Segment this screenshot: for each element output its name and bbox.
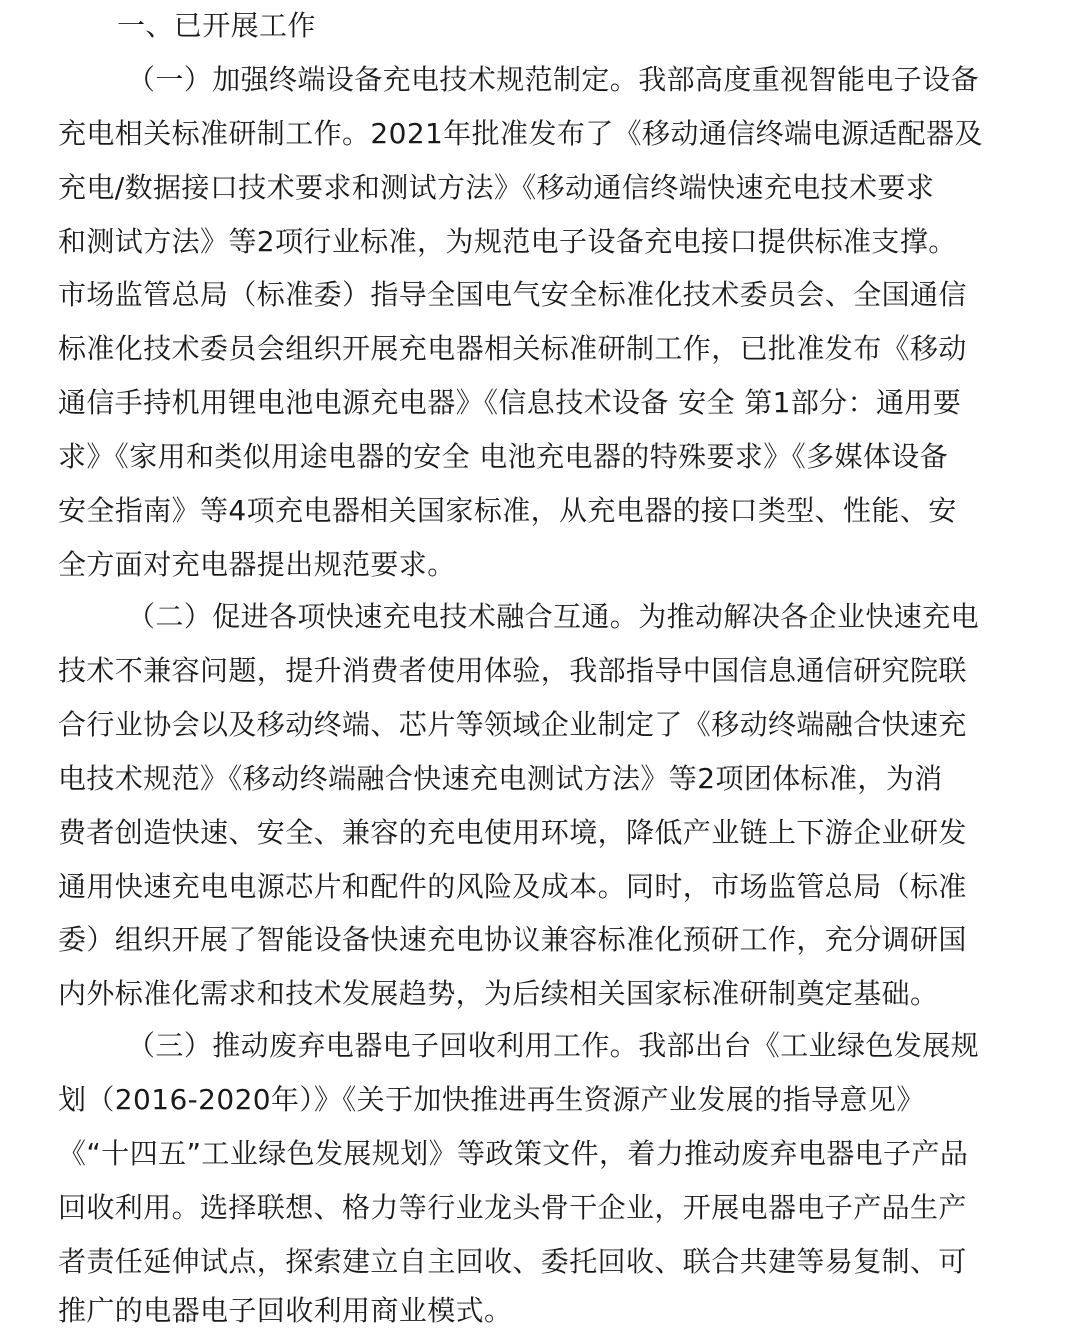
paragraph-3-line-5: 者责任延伸试点，探索建立自主回收、委托回收、联合共建等易复制、可 — [58, 1245, 967, 1278]
paragraph-1-line-8: 求》《家用和类似用途电器的安全 电池充电器的特殊要求》《多媒体设备 — [58, 440, 949, 473]
paragraph-2-line-7: 委）组织开展了智能设备快速充电协议兼容标准化预研工作，充分调研国 — [58, 923, 967, 956]
paragraph-2-line-6: 通用快速充电电源芯片和配件的风险及成本。同时，市场监管总局（标准 — [58, 870, 967, 903]
paragraph-2-line-4: 电技术规范》《移动终端融合快速充电测试方法》等2项团体标准，为消 — [58, 762, 943, 795]
paragraph-3-line-2: 划（2016-2020年）》《关于加快推进再生资源产业发展的指导意见》 — [58, 1083, 925, 1116]
paragraph-1-line-5: 市场监管总局（标准委）指导全国电气安全标准化技术委员会、全国通信 — [58, 278, 967, 311]
section-heading: 一、已开展工作 — [117, 9, 316, 42]
paragraph-1-line-4: 和测试方法》等2项行业标准，为规范电子设备充电接口提供标准支撑。 — [58, 225, 957, 258]
paragraph-3-line-4: 回收利用。选择联想、格力等行业龙头骨干企业，开展电器电子产品生产 — [58, 1191, 967, 1224]
paragraph-1-line-3: 充电/数据接口技术要求和测试方法》《移动通信终端快速充电技术要求 — [58, 171, 935, 204]
paragraph-1-line-2: 充电相关标准研制工作。2021年批准发布了《移动通信终端电源适配器及 — [58, 117, 983, 150]
paragraph-2-line-2: 技术不兼容问题，提升消费者使用体验，我部指导中国信息通信研究院联 — [58, 654, 967, 687]
paragraph-1-line-10: 全方面对充电器提出规范要求。 — [58, 548, 456, 581]
paragraph-2-line-3: 合行业协会以及移动终端、芯片等领域企业制定了《移动终端融合快速充 — [58, 708, 967, 741]
paragraph-2-line-1: （二）促进各项快速充电技术融合互通。为推动解决各企业快速充电 — [127, 600, 980, 633]
paragraph-3-line-6: 推广的电器电子回收利用商业模式。 — [58, 1294, 513, 1327]
paragraph-3-line-1: （三）推动废弃电器电子回收利用工作。我部出台《工业绿色发展规 — [127, 1029, 980, 1062]
paragraph-3-line-3: 《“十四五”工业绿色发展规划》等政策文件，着力推动废弃电器电子产品 — [58, 1137, 969, 1170]
paragraph-1-line-7: 通信手持机用锂电池电源充电器》《信息技术设备 安全 第1部分：通用要 — [58, 386, 962, 419]
paragraph-1-line-6: 标准化技术委员会组织开展充电器相关标准研制工作，已批准发布《移动 — [58, 332, 967, 365]
paragraph-2-line-5: 费者创造快速、安全、兼容的充电使用环境，降低产业链上下游企业研发 — [58, 816, 967, 849]
paragraph-1-line-9: 安全指南》等4项充电器相关国家标准，从充电器的接口类型、性能、安 — [58, 494, 957, 527]
paragraph-1-line-1: （一）加强终端设备充电技术规范制定。我部高度重视智能电子设备 — [127, 63, 980, 96]
paragraph-2-line-8: 内外标准化需求和技术发展趋势，为后续相关国家标准研制奠定基础。 — [58, 977, 939, 1010]
